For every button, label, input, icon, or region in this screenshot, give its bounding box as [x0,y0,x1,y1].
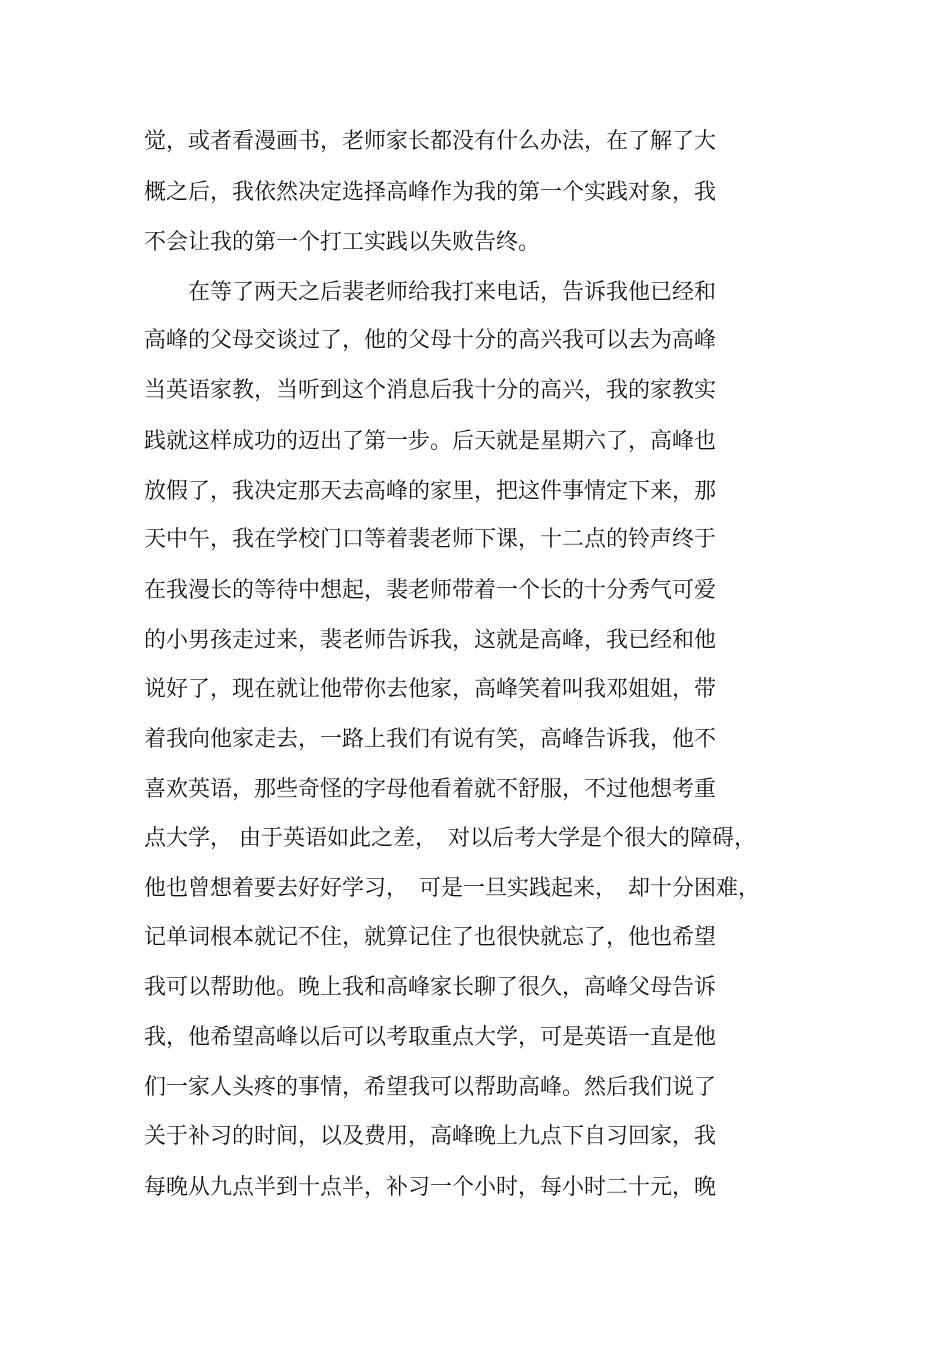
text-line: 喜欢英语，那些奇怪的字母他看着就不舒服，不过他想考重 [144,777,717,802]
text-line: 记单词根本就记不住，就算记住了也很快就忘了，他也希望 [144,925,717,950]
text-line: 说好了，现在就让他带你去他家，高峰笑着叫我邓姐姐，带 [144,677,717,702]
text-line: 高峰的父母交谈过了，他的父母十分的高兴我可以去为高峰 [144,328,717,353]
text-line: 天中午，我在学校门口等着裴老师下课，十二点的铃声终于 [144,527,717,552]
text-line: 关于补习的时间，以及费用，高峰晚上九点下自习回家，我 [144,1124,717,1149]
text-line: 在等了两天之后裴老师给我打来电话，告诉我他已经和 [144,280,717,305]
text-line: 们一家人头疼的事情，希望我可以帮助高峰。然后我们说了 [144,1075,717,1100]
text-line: 我可以帮助他。晚上我和高峰家长聊了很久，高峰父母告诉 [144,975,717,1000]
text-line: 的小男孩走过来，裴老师告诉我，这就是高峰，我已经和他 [144,628,717,653]
text-line: 不会让我的第一个打工实践以失败告终。 [144,230,541,255]
text-line: 概之后，我依然决定选择高峰作为我的第一个实践对象，我 [144,180,717,205]
text-line: 着我向他家走去，一路上我们有说有笑，高峰告诉我，他不 [144,727,717,752]
text-line: 他也曾想着要去好好学习， 可是一旦实践起来， 却十分困难， [144,876,761,901]
text-line: 在我漫长的等待中想起，裴老师带着一个长的十分秀气可爱 [144,578,717,603]
text-line: 践就这样成功的迈出了第一步。后天就是星期六了，高峰也 [144,429,717,454]
text-line: 每晚从九点半到十点半，补习一个小时，每小时二十元，晚 [144,1175,717,1200]
text-line: 当英语家教，当听到这个消息后我十分的高兴，我的家教实 [144,378,717,403]
text-line: 觉，或者看漫画书，老师家长都没有什么办法，在了解了大 [144,129,717,154]
text-line: 放假了，我决定那天去高峰的家里，把这件事情定下来，那 [144,479,717,504]
text-line: 点大学， 由于英语如此之差， 对以后考大学是个很大的障碍， [144,826,756,851]
text-line: 我，他希望高峰以后可以考取重点大学，可是英语一直是他 [144,1025,717,1050]
